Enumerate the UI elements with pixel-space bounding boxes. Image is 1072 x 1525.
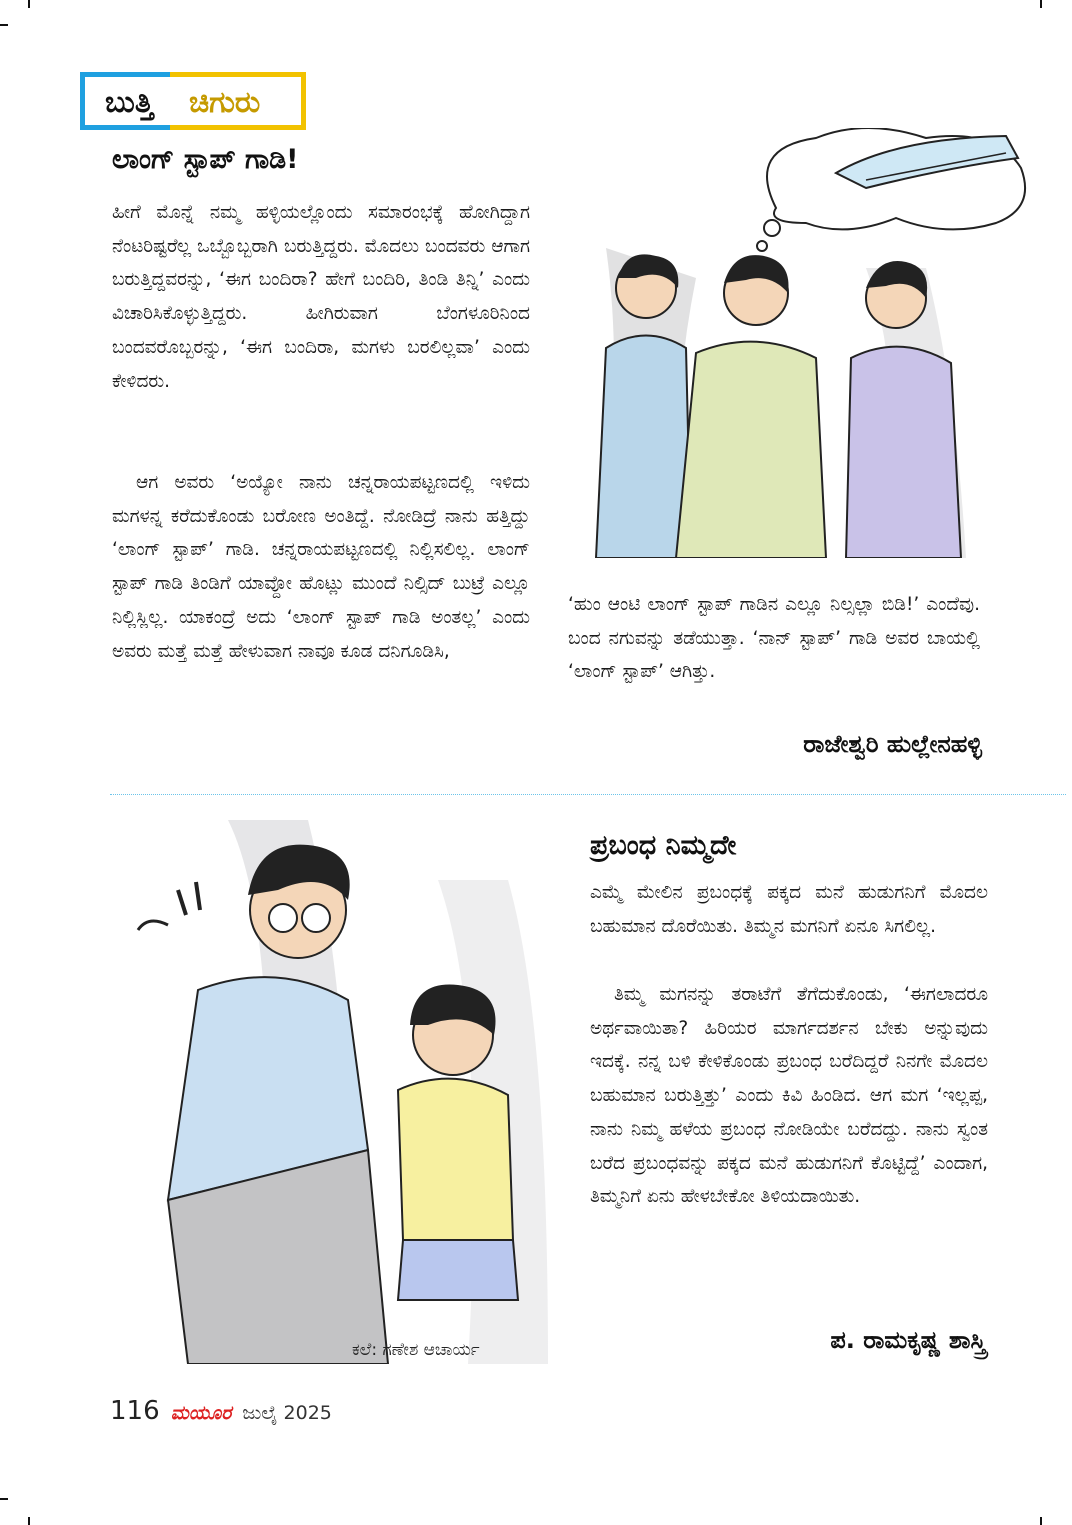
story2-paragraph-2: ತಿಮ್ಮ ಮಗನನ್ನು ತರಾಟೆಗೆ ತೆಗೆದುಕೊಂಡು, ‘ಈಗಲಾದರೂ ಅರ್ಥವಾಯಿತಾ? ಹಿರಿಯರ ಮಾರ್ಗದರ್ಶನ ಬೇಕು ಅನ್ನುವುದು ಇದಕ್ಕೆ. ನನ್ನ ಬಳಿ ಕೇಳಿಕೊಂಡು ಪ್ರಬಂಧ ಬರೆದಿದ್ದರೆ ನಿನಗೇ ಮೊದಲ ಬಹುಮಾನ ಬರುತ್ತಿತ್ತು’ ಎಂದು ಕಿವಿ ಹಿಂಡಿದ. ಆಗ ಮಗ ‘ಇಲ್ಲಪ್ಪ, ನಾನು ನಿಮ್ಮ ಹಳೆಯ ಪ್ರಬಂಧ ನೋಡಿಯೇ ಬರೆದದ್ದು. ನಾನು ಸ್ವಂತ ಬರೆದ ಪ್ರಬಂಧವನ್ನು ಪಕ್ಕದ ಮನೆ ಹುಡುಗನಿಗೆ ಕೊಟ್ಟಿದ್ದೆ’ ಎಂದಾಗ, ತಿಮ್ಮನಿಗೆ ಏನು ಹೇಳಬೇಕೋ ತಿಳಿಯದಾಯಿತು. bbox=[590, 984, 988, 1208]
section-title-word2: ಚಿಗುರು bbox=[189, 85, 261, 120]
story1-paragraph-3: ‘ಹುಂ ಆಂಟಿ ಲಾಂಗ್ ಸ್ಟಾಪ್ ಗಾಡಿನ ಎಲ್ಲೂ ನಿಲ್ಸಲ್ಲಾ ಬಿಡಿ!’ ಎಂದೆವು. ಬಂದ ನಗುವನ್ನು ತಡೆಯುತ್ತಾ. ‘ನಾನ್ ಸ್ಟಾಪ್’ ಗಾಡಿ ಅವರ ಬಾಯಲ್ಲಿ ‘ಲಾಂಗ್ ಸ್ಟಾಪ್’ ಆಗಿತ್ತು. bbox=[568, 594, 980, 683]
crop-mark bbox=[28, 1517, 30, 1525]
cartoon-father-son-illustration bbox=[108, 820, 568, 1364]
story1-author: ರಾಜೇಶ್ವರಿ ಹುಲ್ಲೇನಹಳ್ಳಿ bbox=[803, 730, 982, 758]
crop-mark bbox=[0, 1498, 8, 1500]
crop-mark bbox=[1040, 0, 1042, 8]
page-footer bbox=[110, 1396, 332, 1426]
illustration-credit: ಕಲೆ: ಗಣೇಶ ಆಚಾರ್ಯ bbox=[352, 1340, 480, 1360]
section-header bbox=[80, 72, 306, 130]
story2-author: ಪ. ರಾಮಕೃಷ್ಣ ಶಾಸ್ತ್ರಿ bbox=[830, 1326, 986, 1354]
section-divider bbox=[110, 794, 1066, 795]
page-number: 116 bbox=[110, 1396, 160, 1426]
story2-paragraph-1: ಎಮ್ಮೆ ಮೇಲಿನ ಪ್ರಬಂಧಕ್ಕೆ ಪಕ್ಕದ ಮನೆ ಹುಡುಗನಿಗೆ ಮೊದಲ ಬಹುಮಾನ ದೊರೆಯಿತು. ತಿಮ್ಮನ ಮಗನಿಗೆ ಏನೂ ಸಿಗಲಿಲ್ಲ. bbox=[590, 882, 988, 937]
story1-title: ಲಾಂಗ್ ಸ್ಟಾಪ್ ಗಾಡಿ! bbox=[112, 144, 299, 175]
cartoon-women-illustration bbox=[566, 128, 1030, 558]
crop-mark bbox=[28, 0, 30, 8]
magazine-logo: ಮಯೂರ bbox=[170, 1402, 232, 1424]
story1-paragraph-2: ಆಗ ಅವರು ‘ಅಯ್ಯೋ ನಾನು ಚನ್ನರಾಯಪಟ್ಟಣದಲ್ಲಿ ಇಳಿದು ಮಗಳನ್ನ ಕರೆದುಕೊಂಡು ಬರೋಣ ಅಂತಿದ್ದೆ. ನೋಡಿದ್ರೆ ನಾನು ಹತ್ತಿದ್ದು ‘ಲಾಂಗ್ ಸ್ಟಾಪ್’ ಗಾಡಿ. ಚನ್ನರಾಯಪಟ್ಟಣದಲ್ಲಿ ನಿಲ್ಲಿಸಲಿಲ್ಲ. ಲಾಂಗ್ ಸ್ಟಾಪ್ ಗಾಡಿ ತಿಂಡಿಗೆ ಯಾವ್ದೋ ಹೊಟ್ಲು ಮುಂದೆ ನಿಲ್ಸಿದ್ ಬುಟ್ರೆ ಎಲ್ಲೂ ನಿಲ್ಲಿಸ್ಲಿಲ್ಲ. ಯಾಕಂದ್ರೆ ಅದು ‘ಲಾಂಗ್ ಸ್ಟಾಪ್ ಗಾಡಿ ಅಂತಲ್ಲ’ ಎಂದು ಅವರು ಮತ್ತೆ ಮತ್ತೆ ಹೇಳುವಾಗ ನಾವೂ ಕೂಡ ದನಿಗೂಡಿಸಿ, bbox=[112, 472, 530, 662]
crop-mark bbox=[0, 24, 8, 26]
crop-mark bbox=[1040, 1517, 1042, 1525]
section-title-word1: ಬುತ್ತಿ bbox=[105, 85, 154, 120]
story2-title: ಪ್ರಬಂಧ ನಿಮ್ಮದೇ bbox=[590, 830, 737, 861]
story1-paragraph-1: ಹೀಗೆ ಮೊನ್ನೆ ನಮ್ಮ ಹಳ್ಳಿಯಲ್ಲೊಂದು ಸಮಾರಂಭಕ್ಕೆ ಹೋಗಿದ್ದಾಗ ನೆಂಟರಿಷ್ಟರೆಲ್ಲ ಒಬ್ಬೊಬ್ಬರಾಗಿ ಬರುತ್ತಿದ್ದರು. ಮೊದಲು ಬಂದವರು ಆಗಾಗ ಬರುತ್ತಿದ್ದವರನ್ನು, ‘ಈಗ ಬಂದಿರಾ? ಹೇಗೆ ಬಂದಿರಿ, ತಿಂಡಿ ತಿನ್ನಿ’ ಎಂದು ವಿಚಾರಿಸಿಕೊಳ್ಳುತ್ತಿದ್ದರು. ಹೀಗಿರುವಾಗ ಬೆಂಗಳೂರಿನಿಂದ ಬಂದವರೊಬ್ಬರನ್ನು, ‘ಈಗ ಬಂದಿರಾ, ಮಗಳು ಬರಲಿಲ್ಲವಾ’ ಎಂದು ಕೇಳಿದರು. bbox=[112, 202, 530, 392]
issue-date: ಜುಲೈ 2025 bbox=[242, 1402, 332, 1424]
